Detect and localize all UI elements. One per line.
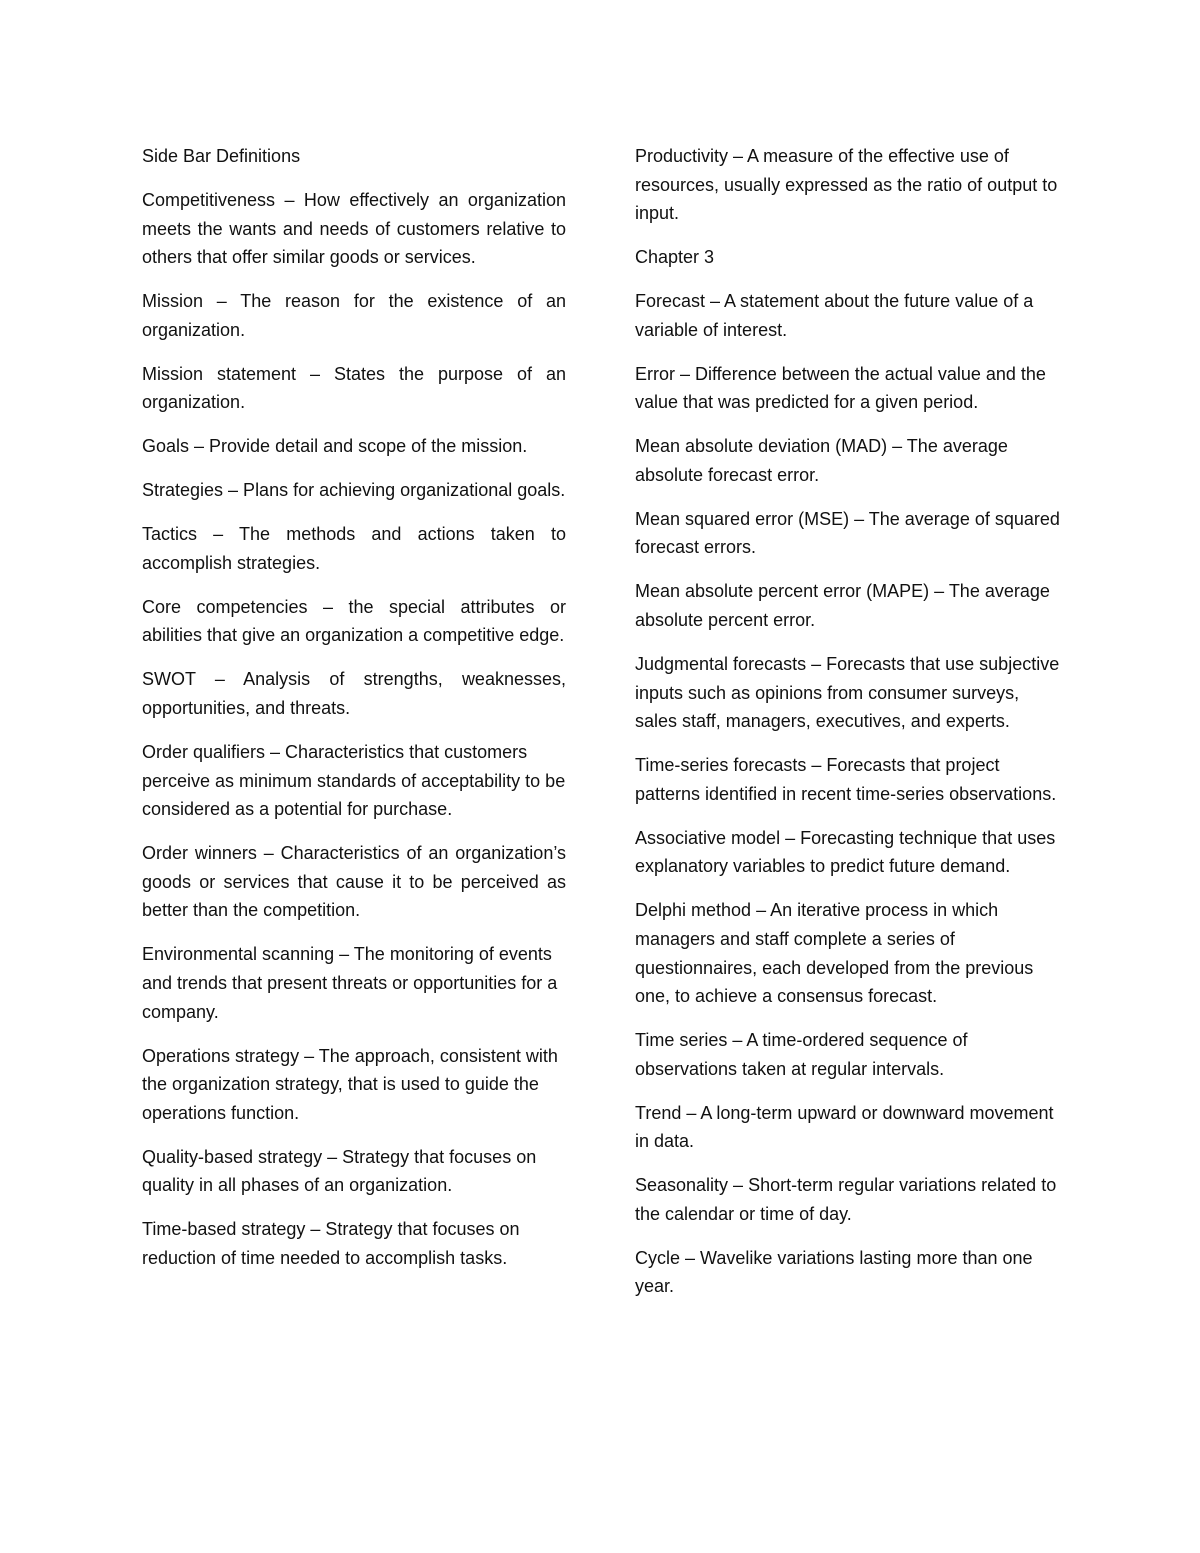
definition-seasonality: Seasonality – Short-term regular variations related to the calendar or time of day. — [635, 1175, 1057, 1224]
right-column — [635, 142, 1063, 1316]
definition-order-qualifiers: Order qualifiers – Characteristics that customers perceive as minimum standards of acceptability to be considered as a potential for purchase. — [142, 742, 566, 820]
definition-environmental-scanning: Environmental scanning – The monitoring of events and trends that present threats or opportunities for a company. — [142, 944, 558, 1022]
definition-goals: Goals – Provide detail and scope of the mission. — [142, 436, 528, 457]
definition-cycle: Cycle – Wavelike variations lasting more than one year. — [635, 1247, 1033, 1297]
definition-time-based-strategy: Time-based strategy – Strategy that focuses on reduction of time needed to accomplish tasks. — [142, 1219, 520, 1268]
definition-quality-based-strategy: Quality-based strategy – Strategy that focuses on quality in all phases of an organization. — [142, 1146, 537, 1196]
definition-time-series: Time series – A time-ordered sequence of observations taken at regular intervals. — [635, 1030, 968, 1079]
definition-associative-model: Associative model – Forecasting technique that uses explanatory variables to predict future demand. — [635, 827, 1056, 877]
definition-time-series-forecasts: Time-series forecasts – Forecasts that project patterns identified in recent time-series observations. — [635, 755, 1057, 804]
definition-trend: Trend – A long-term upward or downward movement in data. — [635, 1102, 1054, 1152]
definition-tactics: Tactics – The methods and actions taken to accomplish strategies. — [142, 524, 566, 573]
left-column — [142, 142, 566, 1288]
definition-core-competencies: Core competencies – the special attributes or abilities that give an organization a competitive edge. — [142, 596, 566, 646]
definition-mse: Mean squared error (MSE) – The average of squared forecast errors. — [635, 508, 1060, 558]
definition-mape: Mean absolute percent error (MAPE) – The average absolute percent error. — [635, 581, 1050, 631]
definition-strategies: Strategies – Plans for achieving organizational goals. — [142, 480, 566, 501]
definition-mad: Mean absolute deviation (MAD) – The average absolute forecast error. — [635, 436, 1008, 485]
chapter-heading: Chapter 3 — [635, 247, 715, 268]
definition-swot: SWOT – Analysis of strengths, weaknesses, opportunities, and threats. — [142, 669, 566, 719]
definition-error: Error – Difference between the actual value and the value that was predicted for a given period. — [635, 363, 1046, 413]
definition-competitiveness: Competitiveness – How effectively an organization meets the wants and needs of customers relative to others that offer similar goods or services. — [142, 189, 566, 268]
definition-productivity: Productivity – A measure of the effective use of resources, usually expressed as the ratio of output to input. — [635, 146, 1058, 224]
definition-order-winners: Order winners – Characteristics of an organization’s goods or services that cause it to be perceived as better than the competition. — [142, 843, 566, 921]
definition-mission-statement: Mission statement – States the purpose of an organization. — [142, 363, 566, 413]
definition-judgmental-forecasts: Judgmental forecasts – Forecasts that use subjective inputs such as opinions from consumer surveys, sales staff, managers, executives, and experts. — [635, 654, 1060, 732]
definition-delphi-method: Delphi method – An iterative process in which managers and staff complete a series of questionnaires, each developed from the previous one, to achieve a consensus forecast. — [635, 900, 1034, 1007]
definition-operations-strategy: Operations strategy – The approach, consistent with the organization strategy, that is used to guide the operations function. — [142, 1045, 558, 1123]
section-heading: Side Bar Definitions — [142, 146, 301, 166]
definition-forecast: Forecast – A statement about the future value of a variable of interest. — [635, 291, 1034, 340]
definition-mission: Mission – The reason for the existence of an organization. — [142, 291, 566, 340]
